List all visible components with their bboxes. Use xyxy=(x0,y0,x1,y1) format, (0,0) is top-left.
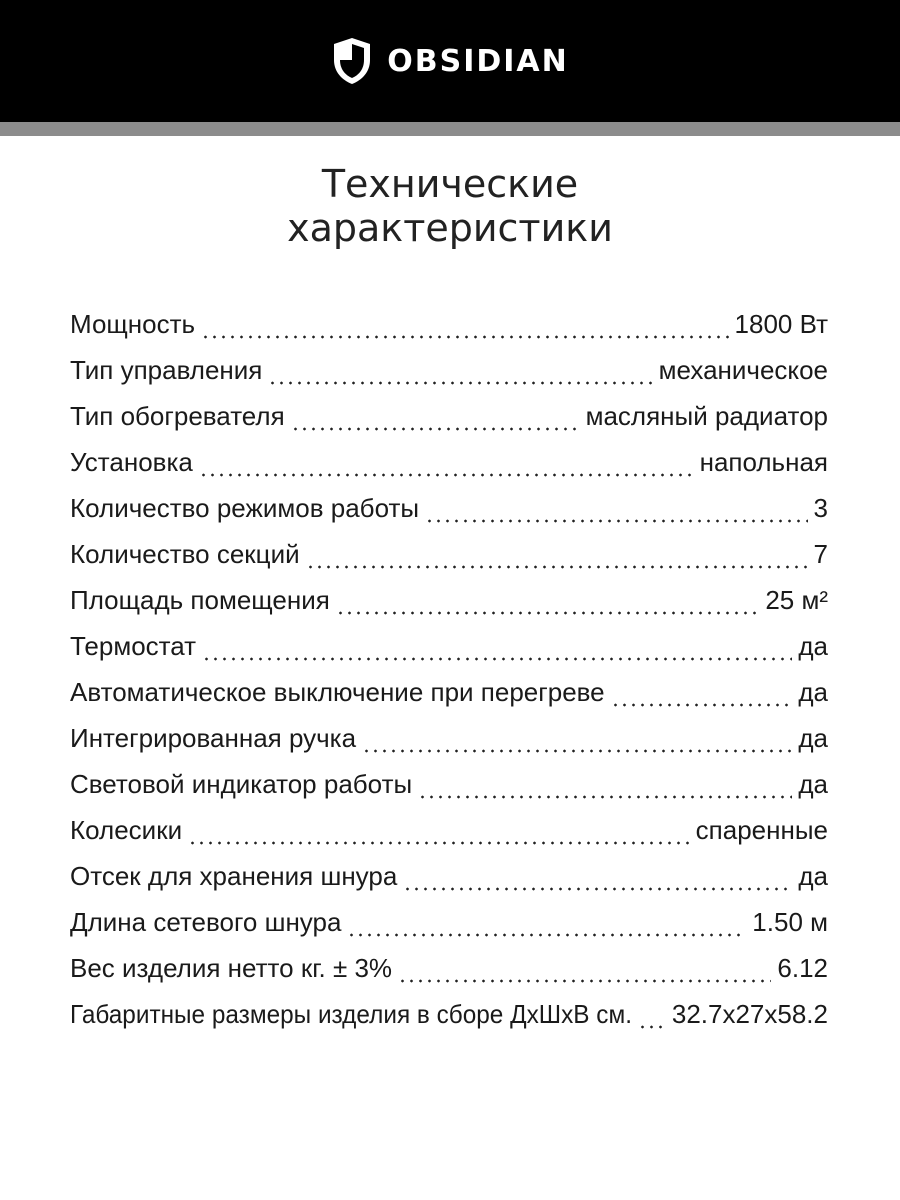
spec-value: 25 м² xyxy=(765,585,828,615)
spec-list xyxy=(70,309,828,1045)
spec-label: Тип управления xyxy=(70,355,263,385)
dot-leader xyxy=(403,887,792,891)
dot-leader xyxy=(201,335,728,339)
dot-leader xyxy=(188,841,690,845)
spec-row xyxy=(70,355,828,401)
spec-row xyxy=(70,861,828,907)
spec-label: Длина сетевого шнура xyxy=(70,907,342,937)
dot-leader xyxy=(425,519,807,523)
dot-leader xyxy=(306,565,808,569)
spec-label: Колесики xyxy=(70,815,183,845)
spec-label: Мощность xyxy=(70,309,196,339)
spec-label: Количество секций xyxy=(70,539,300,569)
brand-name: OBSIDIAN xyxy=(387,43,569,79)
dot-leader xyxy=(202,657,792,661)
spec-value: 6.12 xyxy=(777,953,828,983)
dot-leader xyxy=(362,749,792,753)
dot-leader xyxy=(418,795,792,799)
spec-value: 7 xyxy=(813,539,828,569)
dot-leader xyxy=(347,933,746,937)
spec-row xyxy=(70,585,828,631)
spec-value: 3 xyxy=(813,493,828,523)
spec-row xyxy=(70,631,828,677)
spec-row xyxy=(70,401,828,447)
dot-leader xyxy=(638,1025,666,1029)
spec-label: Отсек для хранения шнура xyxy=(70,861,398,891)
header-stripe xyxy=(0,122,900,136)
spec-label: Вес изделия нетто кг. ± 3% xyxy=(70,953,393,983)
page-title xyxy=(0,162,900,250)
spec-value: 1.50 м xyxy=(752,907,828,937)
dot-leader xyxy=(291,427,580,431)
dot-leader xyxy=(611,703,793,707)
spec-label: Тип обогревателя xyxy=(70,401,285,431)
spec-value: да xyxy=(798,723,828,753)
spec-value: масляный радиатор xyxy=(585,401,828,431)
spec-label: Количество режимов работы xyxy=(70,493,420,523)
spec-row xyxy=(70,999,828,1045)
spec-label: Световой индикатор работы xyxy=(70,769,413,799)
spec-row xyxy=(70,769,828,815)
page-title-line-1: Технические xyxy=(321,162,579,206)
spec-row xyxy=(70,723,828,769)
spec-label: Автоматическое выключение при перегреве xyxy=(70,677,605,707)
spec-value: механическое xyxy=(658,355,828,385)
spec-row xyxy=(70,815,828,861)
spec-value: 1800 Вт xyxy=(734,309,828,339)
spec-label: Площадь помещения xyxy=(70,585,330,615)
spec-row xyxy=(70,953,828,999)
spec-row xyxy=(70,309,828,355)
spec-row xyxy=(70,907,828,953)
dot-leader xyxy=(398,979,771,983)
spec-value: напольная xyxy=(699,447,828,477)
spec-value: 32.7х27х58.2 xyxy=(671,999,828,1029)
brand-header xyxy=(0,0,900,122)
spec-value: спаренные xyxy=(695,815,828,845)
spec-row xyxy=(70,677,828,723)
spec-row xyxy=(70,447,828,493)
spec-label: Интегрированная ручка xyxy=(70,723,357,753)
spec-value: да xyxy=(798,677,828,707)
spec-value: да xyxy=(798,861,828,891)
spec-row xyxy=(70,493,828,539)
shield-icon xyxy=(331,36,373,86)
dot-leader xyxy=(199,473,694,477)
spec-label: Габаритные размеры изделия в сборе ДхШхВ см. xyxy=(70,999,632,1029)
page-title-line-2: характеристики xyxy=(287,206,613,250)
spec-label: Установка xyxy=(70,447,193,477)
spec-label: Термостат xyxy=(70,631,197,661)
dot-leader xyxy=(336,611,760,615)
brand-logo xyxy=(331,36,569,86)
spec-value: да xyxy=(798,769,828,799)
dot-leader xyxy=(268,381,652,385)
spec-value: да xyxy=(798,631,828,661)
spec-row xyxy=(70,539,828,585)
